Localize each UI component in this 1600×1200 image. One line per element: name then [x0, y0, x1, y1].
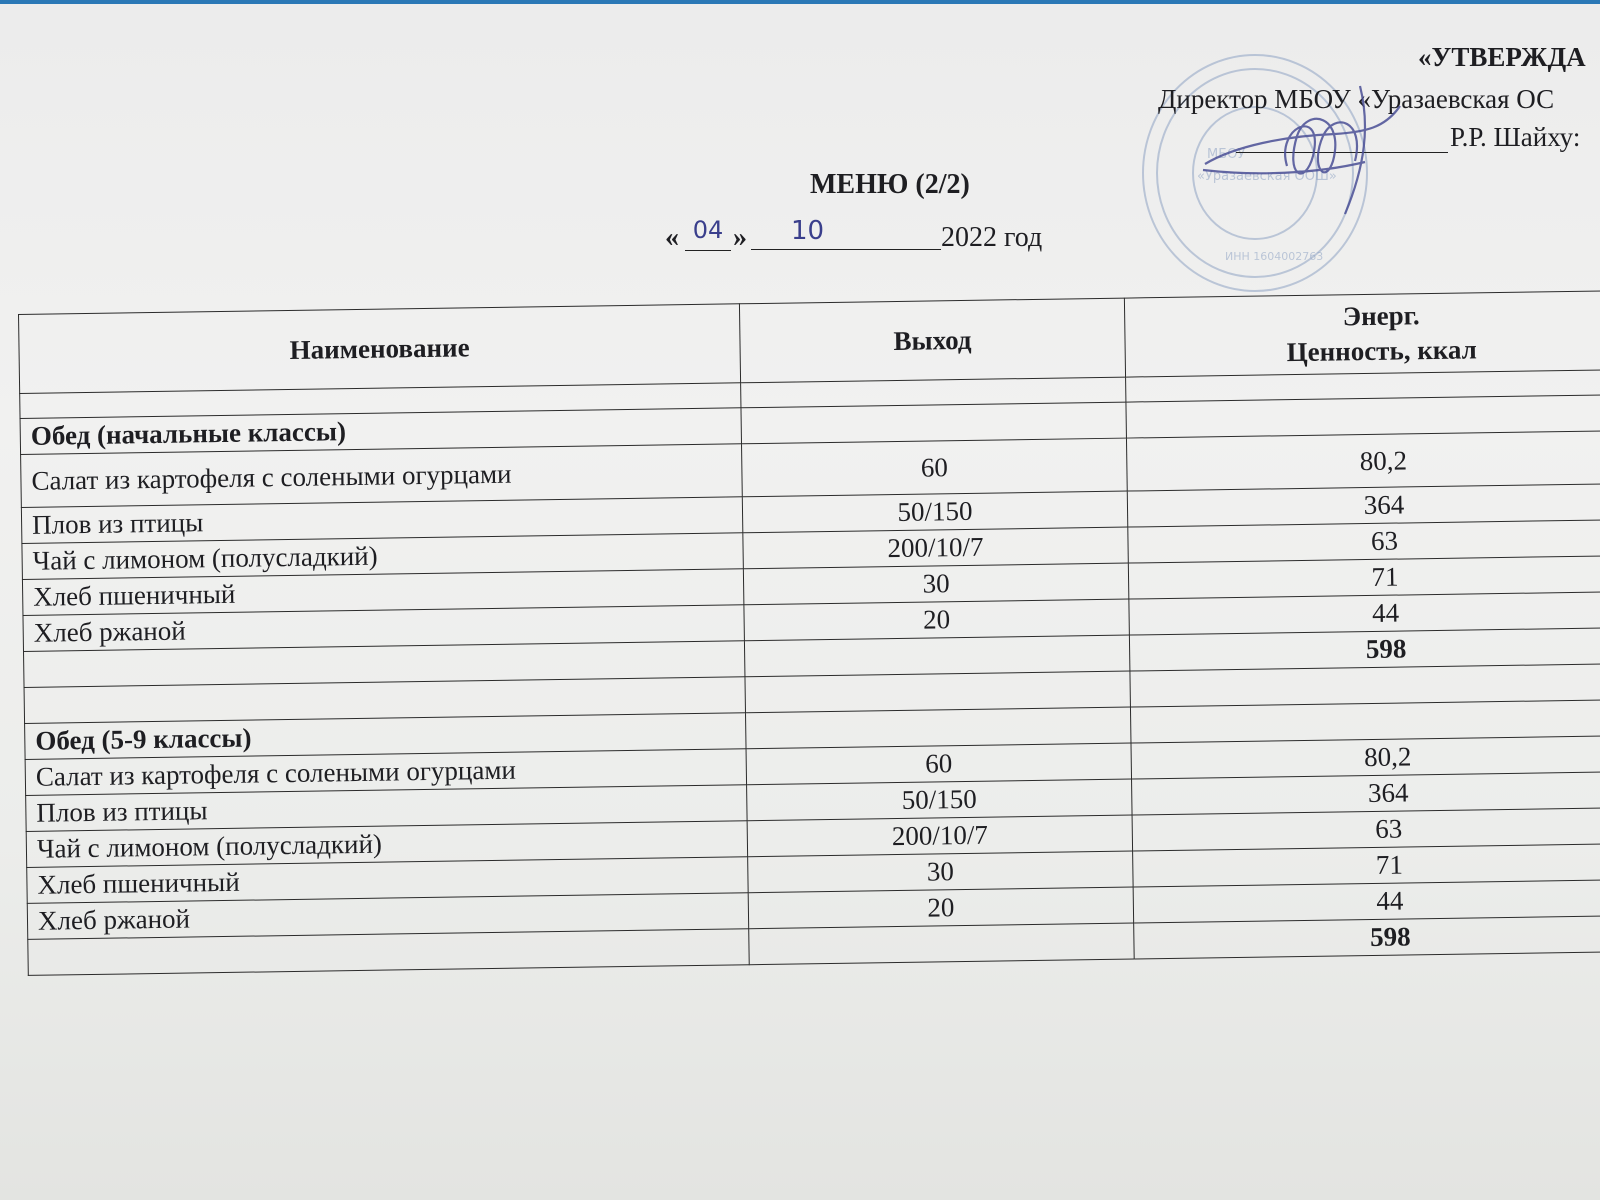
stamp-text-1: МБОУ [1207, 147, 1246, 162]
handwritten-signature [1195, 66, 1425, 226]
dish-name: Салат из картофеля с солеными огурцами [21, 444, 743, 508]
approval-title: «УТВЕРЖДА [1418, 42, 1586, 72]
document-sheet [0, 4, 1600, 1200]
dish-output: 50/150 [747, 779, 1132, 821]
dish-name: Салат из картофеля с солеными огурцами [25, 749, 746, 796]
date-close-quote: » [733, 222, 747, 253]
dish-energy: 80,2 [1126, 430, 1600, 491]
dish-output: 200/10/7 [743, 527, 1128, 569]
date-year: 2022 год [941, 222, 1043, 253]
header-energy-line1: Энерг. [1342, 300, 1420, 332]
section-title: Обед (начальные классы) [20, 408, 741, 455]
dish-energy: 364 [1127, 483, 1600, 527]
menu-date [665, 216, 1085, 262]
menu-title: МЕНЮ (2/2) [810, 169, 970, 200]
dish-energy: 63 [1132, 807, 1600, 851]
date-open-quote: « [665, 222, 679, 253]
dish-output: 20 [748, 887, 1133, 929]
dish-output: 200/10/7 [747, 815, 1132, 857]
total-energy: 598 [1134, 915, 1600, 959]
dish-output: 60 [742, 438, 1128, 497]
dish-name: Хлеб ржаной [23, 605, 744, 652]
dish-name: Хлеб пшеничный [27, 857, 748, 904]
dish-energy: 44 [1133, 879, 1600, 923]
total-energy: 598 [1129, 627, 1600, 671]
dish-name: Чай с лимоном (полусладкий) [22, 533, 743, 580]
approval-name: Р.Р. Шайху: [1450, 122, 1581, 152]
dish-energy: 44 [1129, 591, 1600, 635]
dish-output: 30 [743, 563, 1128, 605]
header-name: Наименование [19, 304, 741, 394]
dish-energy: 80,2 [1131, 735, 1600, 779]
menu-table [18, 290, 1600, 976]
dish-name: Чай с лимоном (полусладкий) [26, 821, 747, 868]
header-energy [1124, 290, 1600, 377]
dish-name: Плов из птицы [26, 785, 747, 832]
section-title: Обед (5-9 классы) [25, 713, 746, 760]
dish-output: 60 [746, 743, 1131, 785]
dish-energy: 71 [1133, 843, 1600, 887]
menu-table-container [18, 290, 1600, 976]
dish-output: 20 [744, 599, 1129, 641]
header-energy-line2: Ценность, ккал [1286, 334, 1478, 368]
approval-director: Директор МБОУ «Уразаевская ОС [1158, 84, 1555, 114]
dish-output: 30 [748, 851, 1133, 893]
date-month: 10 [751, 216, 941, 250]
dish-name: Плов из птицы [21, 497, 742, 544]
header-output: Выход [739, 298, 1125, 383]
dish-energy: 63 [1128, 519, 1600, 563]
dish-energy: 364 [1132, 771, 1600, 815]
dish-energy: 71 [1128, 555, 1600, 599]
date-day: 04 [685, 216, 731, 251]
dish-name: Хлеб пшеничный [22, 569, 743, 616]
dish-name: Хлеб ржаной [27, 893, 748, 940]
stamp-text-3: ИНН 1604002763 [1225, 250, 1324, 263]
stamp-text-2: «Уразаевская ООШ» [1197, 169, 1337, 184]
dish-output: 50/150 [742, 491, 1127, 533]
